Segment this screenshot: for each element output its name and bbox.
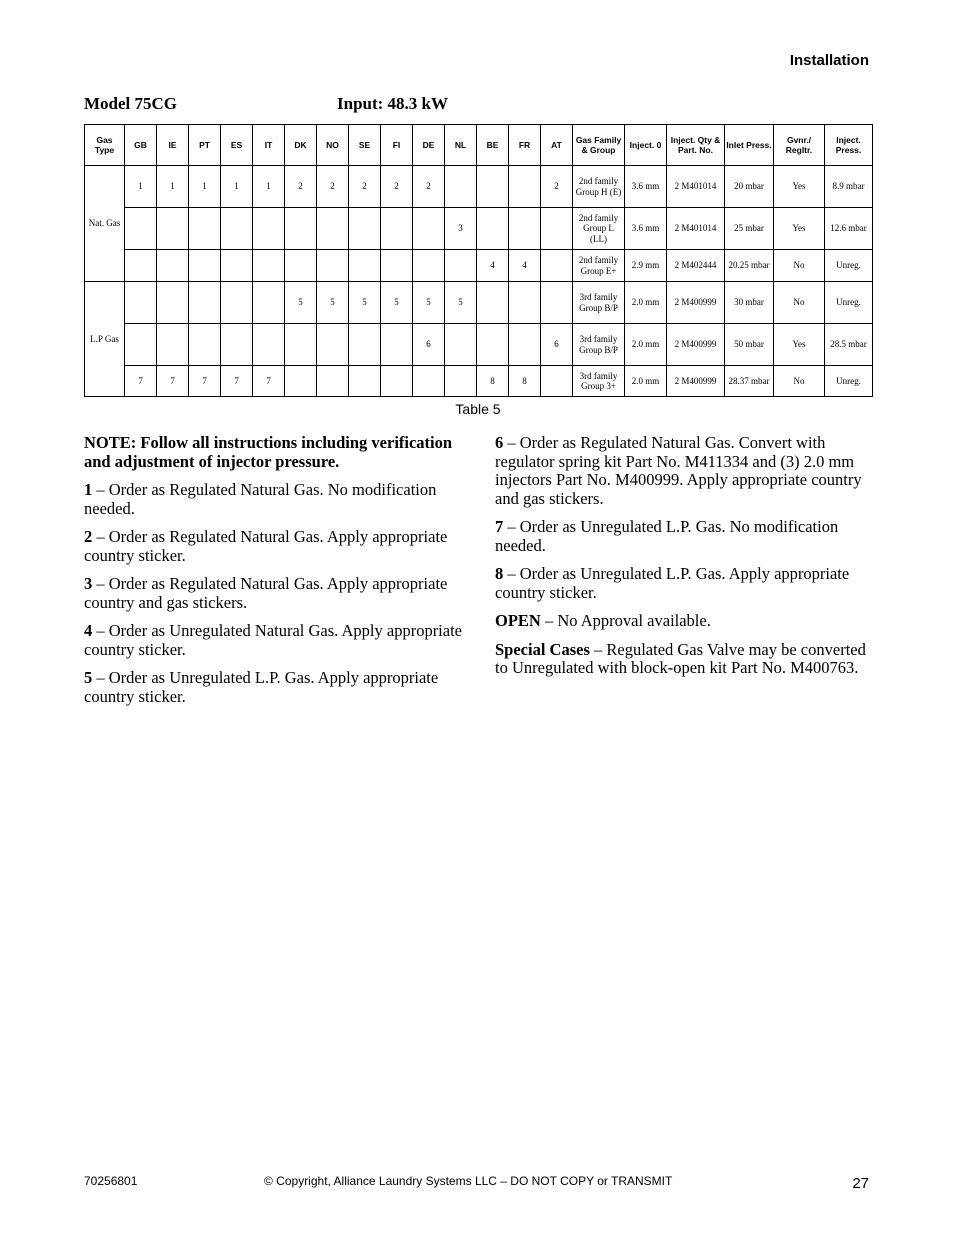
table-cell xyxy=(413,366,445,397)
column-header: GB xyxy=(125,125,157,166)
column-header: Inject. 0 xyxy=(625,125,667,166)
table-cell xyxy=(509,282,541,324)
column-header: DE xyxy=(413,125,445,166)
table-cell xyxy=(445,166,477,208)
column-header: Gvnr./ Regltr. xyxy=(774,125,825,166)
note-item: 6 – Order as Regulated Natural Gas. Convert with regulator spring kit Part No. M411334 and (3) 2.0 mm injectors Part No. M400999. Apply appropriate country and gas stickers. xyxy=(495,433,862,508)
table-cell xyxy=(285,208,317,250)
table-cell: 28.5 mbar xyxy=(825,324,873,366)
table-cell: 8 xyxy=(477,366,509,397)
doc-number: 70256801 xyxy=(84,1174,138,1188)
note-item: OPEN – No Approval available. xyxy=(495,611,711,630)
table-cell: 2 xyxy=(317,166,349,208)
table-cell xyxy=(157,324,189,366)
table-cell: 7 xyxy=(253,366,285,397)
table-cell xyxy=(189,250,221,282)
table-cell xyxy=(125,208,157,250)
table-cell: 1 xyxy=(221,166,253,208)
table-cell xyxy=(189,282,221,324)
table-cell xyxy=(285,250,317,282)
table-cell xyxy=(285,366,317,397)
table-cell xyxy=(509,166,541,208)
column-header: Gas Family & Group xyxy=(573,125,625,166)
gas-type-cell: L.P Gas xyxy=(85,282,125,397)
table-cell: 1 xyxy=(125,166,157,208)
table-row xyxy=(85,208,873,250)
table-cell xyxy=(221,250,253,282)
table-cell xyxy=(413,208,445,250)
table-cell xyxy=(125,324,157,366)
table-row xyxy=(85,282,873,324)
table-cell xyxy=(253,208,285,250)
column-header: NO xyxy=(317,125,349,166)
column-header: NL xyxy=(445,125,477,166)
table-cell xyxy=(541,208,573,250)
table-cell xyxy=(317,250,349,282)
table-cell xyxy=(317,208,349,250)
table-cell: 2 xyxy=(381,166,413,208)
column-header: IE xyxy=(157,125,189,166)
note-item: Special Cases – Regulated Gas Valve may be converted to Unregulated with block-open kit Part No. M400763. xyxy=(495,639,866,677)
column-header: AT xyxy=(541,125,573,166)
table-cell: 2 xyxy=(541,166,573,208)
table-cell xyxy=(253,324,285,366)
section-heading: Installation xyxy=(789,52,869,69)
table-cell: 2nd family Group E+ xyxy=(573,250,625,282)
table-cell: Yes xyxy=(774,208,825,250)
table-cell: Unreg. xyxy=(825,366,873,397)
table-cell xyxy=(221,208,253,250)
table-cell: 2.0 mm xyxy=(625,282,667,324)
column-header: FR xyxy=(509,125,541,166)
table-cell: 3 xyxy=(445,208,477,250)
table-cell: 3rd family Group B/P xyxy=(573,282,625,324)
table-cell: 3.6 mm xyxy=(625,208,667,250)
table-cell: 4 xyxy=(477,250,509,282)
table-cell: 6 xyxy=(541,324,573,366)
table-cell: Unreg. xyxy=(825,282,873,324)
table-cell: 20 mbar xyxy=(725,166,774,208)
table-cell: 2nd family Group L (LL) xyxy=(573,208,625,250)
table-cell: 8.9 mbar xyxy=(825,166,873,208)
table-cell: 2 M400999 xyxy=(667,324,725,366)
table-cell: 2 M401014 xyxy=(667,208,725,250)
table-header-row xyxy=(85,125,873,166)
table-cell xyxy=(541,250,573,282)
table-cell: 2 xyxy=(413,166,445,208)
table-cell: 3rd family Group B/P xyxy=(573,324,625,366)
table-cell xyxy=(477,282,509,324)
table-cell: 4 xyxy=(509,250,541,282)
table-cell: 2 M400999 xyxy=(667,366,725,397)
table-cell xyxy=(253,250,285,282)
table-cell: 20.25 mbar xyxy=(725,250,774,282)
table-cell xyxy=(541,366,573,397)
table-cell: 8 xyxy=(509,366,541,397)
table-row xyxy=(85,250,873,282)
table-cell: 2 M400999 xyxy=(667,282,725,324)
table-cell: Yes xyxy=(774,166,825,208)
table-cell xyxy=(413,250,445,282)
table-cell: 28.37 mbar xyxy=(725,366,774,397)
table-cell: Unreg. xyxy=(825,250,873,282)
table-cell xyxy=(445,250,477,282)
column-header: DK xyxy=(285,125,317,166)
model-title: Model 75CG xyxy=(84,94,178,113)
column-header: FI xyxy=(381,125,413,166)
table-cell: 2.0 mm xyxy=(625,324,667,366)
column-header: PT xyxy=(189,125,221,166)
table-cell: 50 mbar xyxy=(725,324,774,366)
table-cell: 2 xyxy=(349,166,381,208)
note-item: 3 – Order as Regulated Natural Gas. Apply appropriate country and gas stickers. xyxy=(84,574,448,612)
table-cell xyxy=(509,324,541,366)
table-cell xyxy=(381,250,413,282)
table-cell xyxy=(157,282,189,324)
column-header: SE xyxy=(349,125,381,166)
table-cell xyxy=(157,208,189,250)
table-cell xyxy=(189,208,221,250)
gas-approval-table xyxy=(84,124,873,397)
table-cell: Yes xyxy=(774,324,825,366)
table-cell: 2nd family Group H (E) xyxy=(573,166,625,208)
column-header: Gas Type xyxy=(85,125,125,166)
copyright-notice: © Copyright, Alliance Laundry Systems LLC – DO NOT COPY or TRANSMIT xyxy=(264,1174,673,1188)
table-cell: 5 xyxy=(445,282,477,324)
table-cell: 2 M401014 xyxy=(667,166,725,208)
table-cell xyxy=(221,324,253,366)
table-cell: 7 xyxy=(157,366,189,397)
table-cell: 1 xyxy=(157,166,189,208)
table-cell xyxy=(285,324,317,366)
note-item: 2 – Order as Regulated Natural Gas. Apply appropriate country sticker. xyxy=(84,527,448,565)
table-cell: 30 mbar xyxy=(725,282,774,324)
table-cell xyxy=(317,366,349,397)
table-cell xyxy=(125,282,157,324)
table-cell: 1 xyxy=(253,166,285,208)
table-cell: 7 xyxy=(125,366,157,397)
table-cell: No xyxy=(774,366,825,397)
table-cell: No xyxy=(774,282,825,324)
table-cell xyxy=(509,208,541,250)
table-row xyxy=(85,166,873,208)
note-item: 4 – Order as Unregulated Natural Gas. Apply appropriate country sticker. xyxy=(84,621,463,659)
table-cell: 6 xyxy=(413,324,445,366)
note-heading: NOTE: Follow all instructions including verification and adjustment of injector pressure. xyxy=(84,433,453,471)
table-cell: 5 xyxy=(381,282,413,324)
table-row xyxy=(85,324,873,366)
table-cell xyxy=(381,208,413,250)
column-header: Inject. Press. xyxy=(825,125,873,166)
note-item: 5 – Order as Unregulated L.P. Gas. Apply appropriate country sticker. xyxy=(84,668,439,706)
table-cell: 5 xyxy=(349,282,381,324)
table-cell: 2.0 mm xyxy=(625,366,667,397)
table-cell xyxy=(477,324,509,366)
column-header: Inject. Qty & Part. No. xyxy=(667,125,725,166)
page-number: 27 xyxy=(852,1175,869,1192)
table-cell xyxy=(381,324,413,366)
table-cell: 12.6 mbar xyxy=(825,208,873,250)
table-cell: 2.9 mm xyxy=(625,250,667,282)
table-cell: 2 M402444 xyxy=(667,250,725,282)
note-item: 1 – Order as Regulated Natural Gas. No modification needed. xyxy=(84,480,437,518)
table-cell xyxy=(349,366,381,397)
column-header: IT xyxy=(253,125,285,166)
note-item: 7 – Order as Unregulated L.P. Gas. No modification needed. xyxy=(495,517,839,555)
table-cell: 1 xyxy=(189,166,221,208)
table-cell xyxy=(221,282,253,324)
table-cell xyxy=(445,324,477,366)
table-cell xyxy=(253,282,285,324)
column-header: Inlet Press. xyxy=(725,125,774,166)
table-cell xyxy=(541,282,573,324)
table-caption: Table 5 xyxy=(455,401,501,417)
input-rating: Input: 48.3 kW xyxy=(337,94,449,113)
table-cell xyxy=(381,366,413,397)
note-item: 8 – Order as Unregulated L.P. Gas. Apply appropriate country sticker. xyxy=(495,564,850,602)
table-cell xyxy=(189,324,221,366)
table-cell: 5 xyxy=(317,282,349,324)
table-cell: 5 xyxy=(285,282,317,324)
table-cell xyxy=(349,250,381,282)
table-cell xyxy=(157,250,189,282)
table-cell: 7 xyxy=(221,366,253,397)
table-cell: 5 xyxy=(413,282,445,324)
table-cell: 25 mbar xyxy=(725,208,774,250)
table-cell xyxy=(125,250,157,282)
table-cell xyxy=(477,208,509,250)
table-cell xyxy=(317,324,349,366)
table-cell xyxy=(349,324,381,366)
table-row xyxy=(85,366,873,397)
gas-type-cell: Nat. Gas xyxy=(85,166,125,282)
column-header: BE xyxy=(477,125,509,166)
table-cell: 3.6 mm xyxy=(625,166,667,208)
table-cell: 7 xyxy=(189,366,221,397)
table-cell: No xyxy=(774,250,825,282)
notes-right-column xyxy=(495,434,873,688)
table-cell xyxy=(477,166,509,208)
notes-left-column xyxy=(84,434,464,716)
table-cell xyxy=(349,208,381,250)
table-cell: 2 xyxy=(285,166,317,208)
table-cell xyxy=(445,366,477,397)
column-header: ES xyxy=(221,125,253,166)
table-cell: 3rd family Group 3+ xyxy=(573,366,625,397)
